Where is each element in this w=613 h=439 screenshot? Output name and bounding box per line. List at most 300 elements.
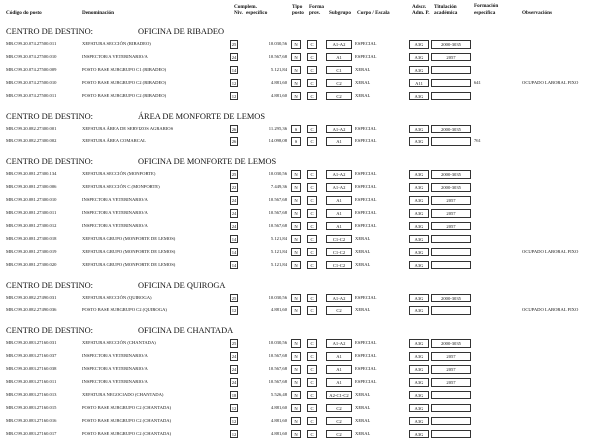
cell-name: INSPECTOR/A VETERINARIO/A [82, 379, 148, 384]
cell-tipo: N [291, 183, 301, 192]
table-row [0, 136, 613, 146]
cell-name: POSTO BASE SUBGRUPO C1 (RIBADEO) [82, 66, 167, 72]
cell-forma: C [307, 66, 317, 75]
table-row [0, 351, 613, 361]
cell-nivel: 26 [231, 126, 237, 132]
cell-formacion [474, 403, 488, 413]
cell-observacions [522, 390, 612, 400]
cell-complemento: 10.030,56 [268, 171, 287, 177]
section-name: OFICINA DE MONFORTE DE LEMOS [138, 157, 277, 167]
cell-code: MR.C99.20.081.27300.018 [6, 235, 57, 241]
cell-forma: C [307, 137, 317, 146]
cell-adscr: A3G [409, 339, 429, 348]
cell-tipo: N [291, 66, 301, 75]
cell-titulacion: 2000-3035 [431, 183, 471, 192]
table-row [0, 39, 613, 49]
cell-complemento: 10.567,68 [268, 379, 287, 384]
cell-code: MR.C99.20.074.27500.011 [6, 41, 57, 46]
cell-code: MR.C99.20.083.27160.038 [6, 366, 57, 372]
cell-nivel: 12 [231, 80, 237, 86]
cell-name: XEFATURA GRUPO (MONFORTE DE LEMOS) [82, 235, 176, 241]
cell-subgrupo: C2 [326, 306, 352, 315]
cell-adscr: A3G [409, 137, 429, 146]
cell-corpo: ESPECIAL [355, 125, 377, 131]
cell-formacion [474, 390, 488, 400]
cell-adscr: A3G [409, 40, 429, 49]
cell-name: INSPECTOR/A VETERINARIO/A [82, 222, 148, 228]
cell-observacions [522, 52, 612, 62]
cell-nivel: 12 [231, 405, 237, 411]
cell-name: POSTO BASE SUBGRUPO C2 (RIBADEO) [82, 79, 167, 85]
cell-tipo: N [291, 53, 301, 62]
cell-subgrupo: C1-C2 [326, 235, 352, 244]
cell-subgrupo: A2-C1-C2 [326, 391, 352, 400]
cell-corpo: ESPECIAL [355, 366, 377, 372]
cell-corpo: ESPECIAL [355, 222, 377, 228]
cell-formacion: 761 [474, 138, 481, 144]
cell-nivel: 25 [231, 295, 237, 301]
cell-formacion [474, 91, 488, 101]
cell-complemento: 11.295,36 [268, 125, 287, 131]
cell-name: XEFATURA SECCIÓN (RIBADEO) [82, 41, 151, 46]
cell-corpo: ESPECIAL [355, 138, 377, 144]
cell-tipo: N [291, 170, 301, 179]
cell-titulacion: 2000-3035 [431, 294, 471, 303]
cell-nivel: 24 [231, 198, 237, 204]
section-label: CENTRO DE DESTINO: [6, 27, 94, 36]
cell-titulacion [431, 417, 471, 426]
cell-formacion [474, 247, 488, 257]
cell-code: MR.C99.20.083.27160.015 [6, 404, 57, 410]
table-row [0, 429, 613, 439]
cell-titulacion: 2057 [431, 222, 471, 231]
cell-nivel: 24 [231, 354, 237, 360]
cell-subgrupo: A1 [326, 53, 352, 62]
cell-subgrupo: C2 [326, 404, 352, 413]
cell-nivel: 14 [231, 67, 237, 73]
cell-nivel: 14 [231, 236, 237, 242]
cell-complemento: 4.881,60 [270, 430, 287, 436]
cell-complemento: 10.030,56 [268, 41, 287, 46]
cell-forma: C [307, 92, 317, 101]
cell-code: MR.C99.20.082.27490.031 [6, 294, 57, 300]
cell-complemento: 10.567,68 [268, 53, 287, 59]
cell-subgrupo: C1-C2 [326, 248, 352, 257]
cell-observacions [522, 377, 612, 387]
cell-name: POSTO BASE SUBGRUPO C2 (QUIROGA) [82, 307, 167, 313]
cell-code: MR.C99.20.083.27160.013 [6, 391, 57, 397]
cell-observacions [522, 364, 612, 374]
cell-nivel: 12 [231, 418, 237, 424]
cell-code: MR.C99.20.074.27500.011 [6, 92, 57, 98]
cell-tipo: N [291, 294, 301, 303]
cell-name: POSTO BASE SUBGRUPO C2 (RIBADEO) [82, 92, 167, 98]
cell-name: POSTO BASE SUBGRUPO C2 (CHANTADA) [82, 417, 172, 423]
cell-corpo: ESPECIAL [355, 379, 377, 384]
header-compl: Complem. [234, 4, 257, 10]
cell-tipo: N [291, 40, 301, 49]
cell-subgrupo: A1-A2 [326, 170, 352, 179]
cell-adscr: A3G [409, 261, 429, 270]
cell-name: XEFATURA NEGOCIADO (CHANTADA) [82, 391, 164, 397]
cell-code: MR.C99.20.083.27160.016 [6, 417, 57, 423]
cell-titulacion: 2000-3035 [431, 339, 471, 348]
cell-adscr: A3G [409, 378, 429, 387]
table-row [0, 208, 613, 218]
cell-subgrupo: C2 [326, 79, 352, 88]
cell-forma: C [307, 222, 317, 231]
cell-name: XEFATURA GRUPO (MONFORTE DE LEMOS) [82, 261, 176, 267]
cell-formacion [474, 260, 488, 270]
cell-complemento: 10.567,68 [268, 353, 287, 359]
cell-nivel: 25 [231, 172, 237, 178]
header-nivel: Niv. [234, 10, 243, 16]
cell-formacion [474, 221, 488, 231]
cell-titulacion [431, 404, 471, 413]
cell-tipo: N [291, 248, 301, 257]
cell-adscr: A3G [409, 391, 429, 400]
cell-code: MR.C99.20.081.27300.019 [6, 248, 57, 254]
cell-titulacion [431, 391, 471, 400]
header-forma: Forma [309, 4, 324, 10]
cell-observacions [522, 403, 612, 413]
cell-code: MR.C99.20.082.27490.036 [6, 307, 57, 313]
cell-observacions: OCUPADO LABORAL FIXO [522, 307, 579, 313]
cell-corpo: XERAL [355, 248, 371, 254]
cell-complemento: 5.526,48 [270, 391, 287, 397]
cell-code: MR.C99.20.081.27300.010 [6, 197, 57, 203]
cell-code: MR.C99.20.083.27160.017 [6, 430, 57, 436]
cell-formacion [474, 234, 488, 244]
cell-name: XEFATURA SECCIÓN C (MONFORTE) [82, 184, 160, 190]
cell-complemento: 5.121,84 [270, 248, 287, 254]
cell-corpo: ESPECIAL [355, 210, 377, 215]
cell-titulacion [431, 92, 471, 101]
cell-complemento: 4.881,60 [270, 404, 287, 410]
cell-forma: C [307, 170, 317, 179]
cell-corpo: XERAL [355, 66, 371, 72]
cell-titulacion: 2057 [431, 378, 471, 387]
table-row [0, 124, 613, 134]
cell-nivel: 24 [231, 367, 237, 373]
cell-observacions [522, 416, 612, 426]
cell-corpo: ESPECIAL [355, 41, 377, 46]
cell-corpo: ESPECIAL [355, 294, 377, 300]
cell-name: XEFATURA ÁREA COMARCAL [82, 138, 146, 144]
cell-nivel: 25 [231, 42, 237, 47]
cell-complemento: 7.449,36 [270, 184, 287, 190]
cell-complemento: 5.121,84 [270, 261, 287, 267]
cell-formacion: 641 [474, 79, 481, 85]
cell-formacion [474, 338, 488, 348]
cell-complemento: 4.881,60 [270, 79, 287, 85]
header-prov: prov. [309, 10, 321, 16]
cell-name: INSPECTOR/A VETERINARIO/A [82, 366, 148, 372]
cell-formacion [474, 429, 488, 439]
cell-adscr: A3G [409, 125, 429, 134]
cell-code: MR.C99.20.081.27300.006 [6, 184, 57, 190]
cell-subgrupo: C1 [326, 66, 352, 75]
cell-titulacion [431, 306, 471, 315]
cell-titulacion: 2057 [431, 196, 471, 205]
cell-formacion [474, 124, 488, 134]
cell-observacions [522, 136, 612, 146]
cell-subgrupo: A1 [326, 209, 352, 218]
cell-formacion [474, 293, 488, 303]
cell-subgrupo: A1-A2 [326, 294, 352, 303]
cell-corpo: ESPECIAL [355, 197, 377, 203]
header-name: Denominación [82, 10, 114, 16]
cell-formacion [474, 364, 488, 374]
header-formacion: Formación [474, 3, 499, 9]
cell-complemento: 10.567,68 [268, 210, 287, 215]
cell-forma: C [307, 352, 317, 361]
cell-code: MR.C99.20.081.27300.020 [6, 261, 57, 267]
cell-forma: C [307, 196, 317, 205]
cell-observacions [522, 169, 612, 179]
cell-observacions [522, 208, 612, 218]
table-row [0, 377, 613, 387]
table-row [0, 182, 613, 192]
header-posto: posto [292, 10, 304, 16]
cell-adscr: A3G [409, 66, 429, 75]
header-especifica: específica [474, 10, 496, 16]
section-label: CENTRO DE DESTINO: [6, 111, 94, 121]
cell-corpo: XERAL [355, 261, 371, 267]
cell-tipo: N [291, 222, 301, 231]
header-observacions: Observacións [522, 10, 552, 16]
header-adm: Adm. P. [412, 10, 430, 16]
cell-forma: C [307, 209, 317, 218]
cell-tipo: N [291, 378, 301, 387]
cell-complemento: 10.030,56 [268, 340, 287, 346]
cell-corpo: ESPECIAL [355, 353, 377, 359]
cell-titulacion [431, 79, 471, 88]
cell-forma: C [307, 261, 317, 270]
cell-observacions [522, 182, 612, 192]
cell-formacion [474, 416, 488, 426]
cell-observacions [522, 351, 612, 361]
cell-forma: C [307, 417, 317, 426]
section-label: CENTRO DE DESTINO: [6, 326, 94, 336]
table-row [0, 390, 613, 400]
cell-observacions [522, 234, 612, 244]
cell-subgrupo: A1 [326, 222, 352, 231]
cell-code: MR.C99.20.081.27300.012 [6, 222, 57, 228]
cell-tipo: N [291, 92, 301, 101]
cell-name: XEFATURA GRUPO (MONFORTE DE LEMOS) [82, 248, 176, 254]
cell-complemento: 4.881,60 [270, 92, 287, 98]
cell-adscr: A3G [409, 404, 429, 413]
cell-tipo: N [291, 235, 301, 244]
cell-corpo: XERAL [355, 404, 371, 410]
cell-titulacion [431, 248, 471, 257]
section-name: OFICINA DE QUIROGA [138, 280, 226, 290]
cell-tipo: N [291, 306, 301, 315]
cell-adscr: A11 [409, 79, 429, 88]
table-row [0, 78, 613, 88]
table-row [0, 234, 613, 244]
cell-tipo: N [291, 209, 301, 218]
cell-adscr: A3G [409, 294, 429, 303]
cell-observacions [522, 39, 612, 49]
header-especifico: específico [246, 10, 268, 16]
cell-complemento: 4.881,60 [270, 307, 287, 313]
table-row [0, 293, 613, 303]
cell-corpo: XERAL [355, 417, 371, 423]
cell-nivel: 14 [231, 262, 237, 268]
cell-name: POSTO BASE SUBGRUPO C2 (CHANTADA) [82, 404, 172, 410]
cell-forma: C [307, 378, 317, 387]
table-row [0, 65, 613, 75]
cell-name: XEFATURA SECCIÓN (MONFORTE) [82, 171, 156, 177]
cell-code: MR.C99.20.082.27300.001 [6, 125, 57, 131]
table-header [0, 0, 613, 22]
cell-nivel: 22 [231, 185, 237, 191]
cell-tipo: N [291, 196, 301, 205]
cell-forma: C [307, 294, 317, 303]
table-row [0, 403, 613, 413]
cell-titulacion: 2057 [431, 209, 471, 218]
cell-code: MR.C99.20.081.27300.011 [6, 210, 57, 215]
cell-observacions [522, 91, 612, 101]
cell-observacions [522, 195, 612, 205]
cell-name: POSTO BASE SUBGRUPO C2 (CHANTADA) [82, 430, 172, 436]
cell-nivel: 24 [231, 54, 237, 60]
cell-corpo: XERAL [355, 430, 371, 436]
table-row [0, 195, 613, 205]
cell-adscr: A3G [409, 170, 429, 179]
cell-observacions [522, 338, 612, 348]
cell-observacions [522, 260, 612, 270]
table-row [0, 305, 613, 315]
section-name: OFICINA DE CHANTADA [138, 326, 234, 336]
cell-subgrupo: A1 [326, 365, 352, 374]
cell-titulacion [431, 235, 471, 244]
cell-corpo: XERAL [355, 307, 371, 313]
cell-subgrupo: A1 [326, 137, 352, 146]
cell-corpo: ESPECIAL [355, 171, 377, 177]
cell-complemento: 10.030,56 [268, 294, 287, 300]
cell-subgrupo: C2 [326, 92, 352, 101]
cell-titulacion [431, 430, 471, 439]
cell-subgrupo: C2 [326, 417, 352, 426]
cell-name: XEFATURA ÁREA DE SERVIZOS AGRARIOS [82, 125, 174, 131]
cell-titulacion: 2057 [431, 352, 471, 361]
cell-nivel: 12 [231, 431, 237, 437]
cell-titulacion: 2057 [431, 53, 471, 62]
cell-corpo: XERAL [355, 79, 371, 85]
cell-subgrupo: A1 [326, 378, 352, 387]
cell-nivel: 12 [231, 93, 237, 99]
cell-titulacion: 2000-3035 [431, 170, 471, 179]
cell-forma: C [307, 248, 317, 257]
cell-tipo: N [291, 352, 301, 361]
cell-formacion [474, 351, 488, 361]
cell-subgrupo: A1-A2 [326, 40, 352, 49]
cell-adscr: A3G [409, 183, 429, 192]
cell-nivel: 24 [231, 380, 237, 385]
table-row [0, 247, 613, 257]
cell-subgrupo: A1-A2 [326, 183, 352, 192]
cell-tipo: N [291, 430, 301, 439]
cell-nivel: 25 [231, 341, 237, 347]
cell-code: MR.C99.20.083.27160.037 [6, 353, 57, 359]
cell-adscr: A3G [409, 222, 429, 231]
cell-formacion [474, 305, 488, 315]
cell-titulacion [431, 137, 471, 146]
cell-adscr: A3G [409, 248, 429, 257]
cell-nivel: 26 [231, 139, 237, 145]
cell-complemento: 10.567,68 [268, 366, 287, 372]
cell-observacions [522, 429, 612, 439]
cell-titulacion [431, 261, 471, 270]
cell-name: INSPECTOR/A VETERINARIO/A [82, 353, 148, 359]
cell-titulacion: 2000-3035 [431, 125, 471, 134]
section-name: ÁREA DE MONFORTE DE LEMOS [138, 111, 265, 121]
cell-corpo: XERAL [355, 92, 371, 98]
cell-adscr: A3G [409, 92, 429, 101]
cell-adscr: A3G [409, 352, 429, 361]
cell-forma: C [307, 339, 317, 348]
cell-formacion [474, 169, 488, 179]
cell-name: XEFATURA SECCIÓN (CHANTADA) [82, 340, 156, 346]
cell-complemento: 4.881,60 [270, 417, 287, 423]
cell-formacion [474, 65, 488, 75]
cell-complemento: 5.121,84 [270, 235, 287, 241]
cell-titulacion: 2000-3035 [431, 40, 471, 49]
cell-subgrupo: C2 [326, 430, 352, 439]
cell-corpo: ESPECIAL [355, 53, 377, 59]
cell-tipo: N [291, 79, 301, 88]
header-corpo: Corpo / Escala [357, 10, 390, 16]
cell-tipo: S [291, 125, 301, 134]
cell-name: INSPECTOR/A VETERINARIO/A [82, 197, 148, 203]
cell-forma: C [307, 365, 317, 374]
cell-nivel: 14 [231, 249, 237, 255]
cell-adscr: A3G [409, 235, 429, 244]
cell-code: MR.C99.20.074.27500.010 [6, 53, 57, 59]
cell-name: XEFATURA SECCIÓN (QUIROGA) [82, 294, 152, 300]
table-row [0, 91, 613, 101]
cell-forma: C [307, 40, 317, 49]
cell-adscr: A3G [409, 53, 429, 62]
cell-subgrupo: A1-A2 [326, 339, 352, 348]
cell-name: INSPECTOR/A VETERINARIO/A [82, 210, 148, 215]
cell-complemento: 10.567,68 [268, 197, 287, 203]
cell-complemento: 14.098,08 [268, 138, 287, 144]
cell-forma: C [307, 125, 317, 134]
cell-adscr: A3G [409, 209, 429, 218]
table-row [0, 169, 613, 179]
cell-observacions [522, 65, 612, 75]
table-row [0, 221, 613, 231]
cell-adscr: A3G [409, 306, 429, 315]
cell-forma: C [307, 391, 317, 400]
cell-observacions [522, 221, 612, 231]
cell-corpo: XERAL [355, 391, 371, 397]
cell-corpo: XERAL [355, 235, 371, 241]
cell-titulacion: 2057 [431, 365, 471, 374]
cell-corpo: ESPECIAL [355, 340, 377, 346]
cell-formacion [474, 182, 488, 192]
cell-tipo: N [291, 417, 301, 426]
table-row [0, 52, 613, 62]
cell-formacion [474, 195, 488, 205]
cell-formacion [474, 208, 488, 218]
cell-tipo: N [291, 261, 301, 270]
cell-titulacion [431, 66, 471, 75]
